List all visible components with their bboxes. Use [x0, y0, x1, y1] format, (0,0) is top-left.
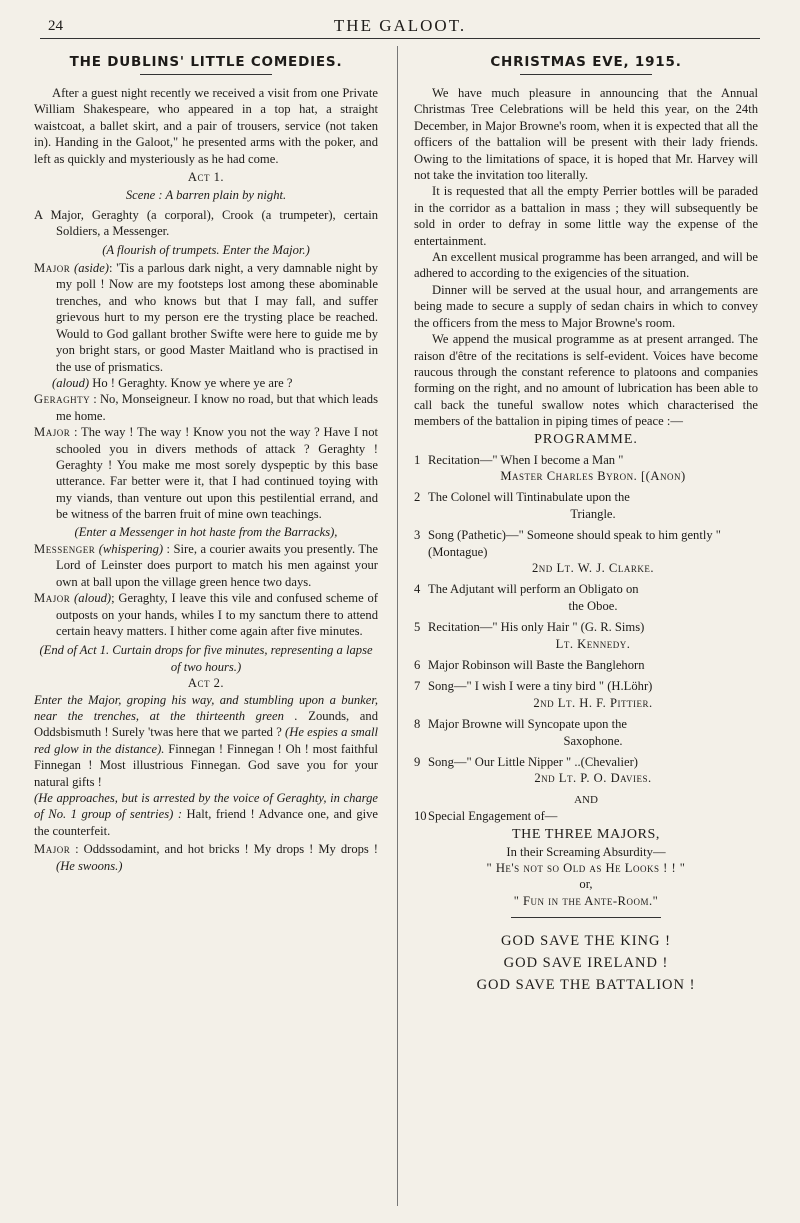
end-act-direction: (End of Act 1. Curtain drops for five minutes, representing a lapse of two hours.) — [39, 643, 373, 674]
programme-item: 3 Song (Pathetic)—" Someone should speak to him gently " (Montague) 2nd Lt. W. J. Clarke. — [414, 528, 721, 575]
page-header — [40, 14, 760, 39]
programme-item: 9 Song—" Our Little Nipper " ..(Chevalier) 2nd Lt. P. O. Davies. — [414, 755, 652, 786]
paragraph: We have much pleasure in announcing that the Annual Christmas Tree Celebrations will be held this year, on the 24th December, in Major Browne's room, when it is expected that all the officers of the battalion will be present with their lady friends. Owing to the limitations of space, it is hoped that Mr. Harvey will not take the invitation too literally. — [414, 86, 758, 183]
column-divider — [397, 46, 398, 1206]
right-column — [414, 50, 758, 996]
dialogue-line: Major : The way ! The way ! Know you not the way ? Have I not schooled you in divers methods of attack ? Geraghty ! Geraghty ! You make me most sorely dyspeptic by this base utterance. Far better were it, that I had continued toying with my viands, than venture out upon this pestilential errand, and be witness of the barren fruit of mine own teachings. — [34, 425, 378, 522]
programme-item: 6 Major Robinson will Baste the Banglehorn — [414, 658, 645, 672]
arrested-direction: (He approaches, but is arrested by the voice of Geraghty, in charge of No. 1 group of sentries) : Halt, friend ! Advance one, and give the counterfeit. — [34, 791, 378, 838]
scene-direction: Scene : A barren plain by night. — [125, 188, 287, 203]
paragraph: An excellent musical programme has been arranged, and will be adhered to according to the exigencies of the situation. — [414, 250, 758, 281]
screaming-absurdity: In their Screaming Absurdity— — [506, 844, 666, 859]
anthem-line: GOD SAVE IRELAND ! — [503, 955, 669, 972]
paragraph: We append the musical programme as at present arranged. The raison d'être of the recitations is self-evident. Voices have become raucous through the constant reference to platoons and companies forming on the right, and no amount of lubrication has been able to call back the tuneful swallow notes which characterised the members of the battalion in piping times of peace :— — [414, 332, 758, 429]
title-rule — [520, 74, 652, 75]
fun-title: " Fun in the Ante-Room." — [513, 893, 659, 908]
programme-item-10: 10 Special Engagement of— — [414, 809, 558, 824]
programme-heading: PROGRAMME. — [534, 431, 638, 447]
intro-paragraph: After a guest night recently we received a visit from one Private William Shakespeare, who appeared in a top hat, a straight waistcoat, a ballet skirt, and a pair of trousers, service (not taken in). Handing in the Galoot," he presented arms with the poker, and left as quickly and mysteriously as he had come. — [34, 86, 378, 166]
dialogue-line: Geraghty : No, Monseigneur. I know no road, but that which leads me home. — [34, 392, 378, 423]
and-separator: AND — [574, 793, 598, 806]
programme-list — [414, 452, 758, 787]
dialogue-line: Major (aside): 'Tis a parlous dark night, a very damnable night by my poll ! Now are my footsteps lost among these abominable trenches, and who knows but that I may fall, and suffer grievous hurt to my person ere the trysting place be reached. Would to God gallant brother Swifte were here to guide me by yon bright stars, or good Master Maitland who is practised in the use of prismatics. — [34, 261, 378, 374]
title-rule — [140, 74, 272, 75]
dialogue-line: Messenger (whispering) : Sire, a courier awaits you presently. The Lord of Leinster does purport to match his men against your own at ball upon the village green hence two days. — [34, 541, 378, 589]
programme-item: 7 Song—" I wish I were a tiny bird " (H.Löhr) 2nd Lt. H. F. Pittier. — [414, 679, 653, 710]
running-title: THE GALOOT. — [333, 16, 467, 35]
paragraph: Dinner will be served at the usual hour, and arrangements are being made to secure a supply of sedan chairs in which to convey the officers from the mess to Major Browne's room. — [414, 282, 758, 330]
final-line: Major : Oddssodamint, and hot bricks ! My drops ! My drops ! (He swoons.) — [34, 842, 378, 873]
programme-item: 5 Recitation—" His only Hair " (G. R. Sims) Lt. Kennedy. — [414, 620, 645, 651]
dialogue-line: Major (aloud); Geraghty, I leave this vile and confused scheme of outposts on your hands, whiles I to my sanctum there to attend certain heavy matters. I hither come again after five minutes. — [34, 591, 378, 638]
act-2-opening: Enter the Major, groping his way, and stumbling upon a bunker, near the trenches, at the thirteenth green . Zounds, and Oddsbismuth ! Surely 'twas here that we parted ? (He espies a small red glow in the distance). Finnegan ! Finnegan ! Oh ! most faithful Finnegan ! Most illustrious Finnegan. God save you for your natural gifts ! — [34, 692, 378, 789]
anthem-line: GOD SAVE THE KING ! — [501, 933, 671, 950]
old-title: " He's not so Old as He Looks ! ! " — [486, 861, 686, 876]
act-1-heading: Act 1. — [187, 170, 225, 185]
three-majors: THE THREE MAJORS, — [511, 826, 660, 842]
programme-item: 2 The Colonel will Tintinabulate upon the Triangle. — [414, 490, 630, 521]
dialogue-line: (aloud) Ho ! Geraghty. Know ye where ye are ? — [52, 375, 293, 390]
right-article-title: CHRISTMAS EVE, 1915. — [490, 54, 682, 70]
left-column — [34, 50, 378, 874]
programme-item: 1 Recitation—" When I become a Man " Master Charles Byron. [(Anon) — [414, 452, 686, 483]
left-article-title: THE DUBLINS' LITTLE COMEDIES. — [69, 54, 343, 70]
anthem-line: GOD SAVE THE BATTALION ! — [476, 977, 696, 994]
enter-messenger-direction: (Enter a Messenger in hot haste from the Barracks), — [74, 524, 338, 539]
or-separator: or, — [579, 877, 593, 892]
programme-item: 8 Major Browne will Syncopate upon the Saxophone. — [414, 717, 628, 748]
closing-rule — [511, 917, 661, 918]
flourish-direction: (A flourish of trumpets. Enter the Major.) — [102, 242, 310, 257]
cast-list: A Major, Geraghty (a corporal), Crook (a trumpeter), certain Soldiers, a Messenger. — [34, 207, 378, 239]
page-number: 24 — [48, 18, 63, 34]
paragraph: It is requested that all the empty Perrier bottles will be paraded in the corridor as a battalion in mass ; they will subsequently be sold in order to defray in some little way the expense of the entertainment. — [414, 184, 758, 248]
programme-item: 4 The Adjutant will perform an Obligato on the Oboe. — [414, 582, 639, 613]
act-2-heading: Act 2. — [187, 676, 225, 691]
